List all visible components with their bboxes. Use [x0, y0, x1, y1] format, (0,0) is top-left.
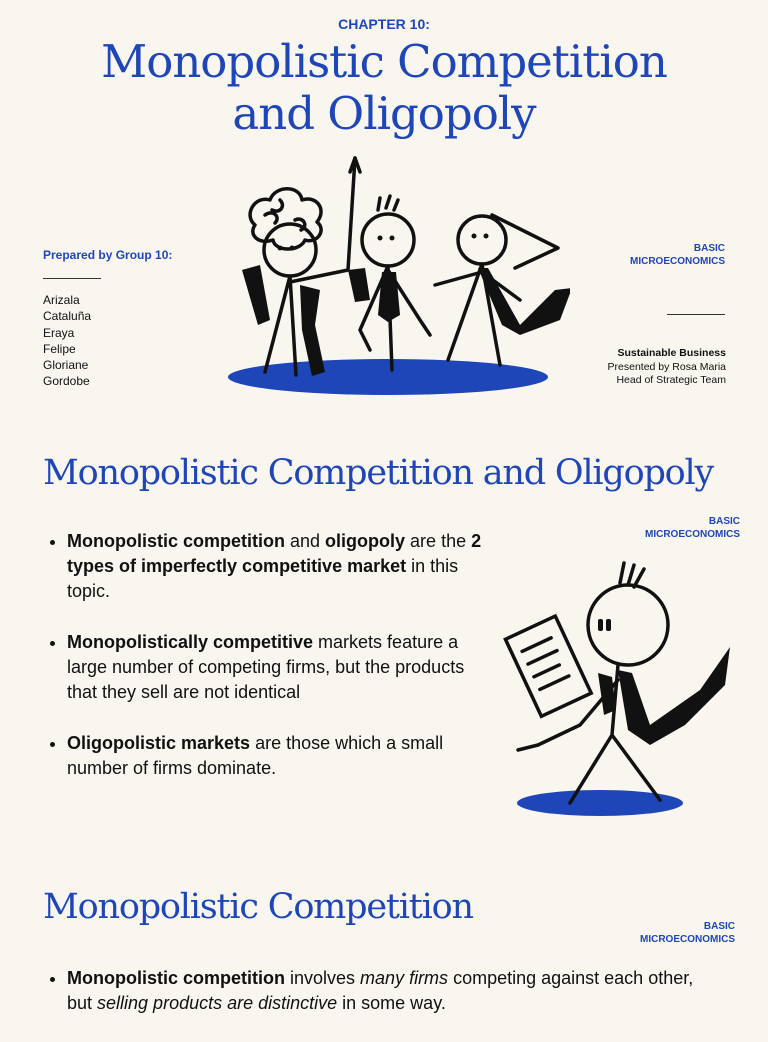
divider [667, 314, 725, 315]
bold-term: Monopolistic competition [67, 968, 285, 988]
presenter-block [560, 347, 726, 388]
team-illustration [220, 150, 570, 400]
title-line-1: Monopolistic Competition [101, 35, 667, 88]
page-title [0, 36, 768, 140]
bullet-item [67, 529, 483, 604]
bold-term: Monopolistically competitive [67, 632, 314, 652]
member-name: Gloriane [43, 358, 89, 373]
bullet-text: competing against each other, but [67, 968, 694, 1013]
document-icon [505, 616, 591, 716]
course-tag [600, 515, 740, 541]
bullet-text: are the [405, 531, 472, 551]
bullet-list [43, 966, 723, 1042]
bullet-item [67, 630, 483, 705]
member-name: Arizala [43, 293, 80, 307]
bullet-text: in this topic. [67, 556, 459, 601]
course-tag-line-1: BASIC [708, 516, 740, 527]
bold-term: Monopolistic competition [67, 531, 285, 551]
bullet-text: involves [285, 968, 361, 988]
presenter-role: Head of Strategic Team [616, 374, 726, 386]
section-title: Monopolistic Competition and Oligopoly [43, 453, 714, 493]
figure-curly-hair-icon [242, 158, 360, 376]
bullet-text: in some way. [337, 993, 446, 1013]
course-tag [600, 920, 735, 946]
bold-term: oligopoly [325, 531, 406, 551]
bold-term: 2 types of imperfectly competitive market [67, 531, 482, 576]
bullet-item [67, 731, 483, 781]
emphasis-text: many firms [360, 968, 449, 988]
course-tag-line-1: BASIC [703, 921, 735, 932]
bullet-text: markets feature a large number of competing firms, but the products that they sell are not identical [67, 632, 465, 702]
chapter-label: CHAPTER 10: [338, 16, 430, 32]
figure-right-icon [435, 215, 570, 365]
business-title: Sustainable Business [617, 347, 726, 359]
member-name: Felipe [43, 341, 76, 356]
section-title: Monopolistic Competition [43, 887, 473, 927]
member-name: Eraya [43, 325, 75, 340]
prepared-by-label: Prepared by Group 10: [43, 248, 173, 262]
bullet-list [43, 529, 483, 807]
title-line-2: and Oligopoly [232, 87, 536, 140]
presenter-name: Presented by Rosa Maria [607, 360, 726, 373]
course-tag-line-2: MICROECONOMICS [640, 934, 735, 945]
course-tag [600, 242, 725, 268]
bullet-text: are those which a small number of firms dominate. [67, 733, 444, 778]
floor-shadow-icon [517, 790, 683, 816]
course-tag-line-1: BASIC [693, 243, 725, 254]
bullet-item [67, 966, 723, 1016]
member-list [43, 292, 91, 390]
bullet-text: and [285, 531, 326, 551]
course-tag-line-2: MICROECONOMICS [630, 256, 725, 267]
course-tag-line-2: MICROECONOMICS [645, 529, 740, 540]
member-name: Cataluña [43, 309, 92, 324]
member-name: Gordobe [43, 374, 90, 389]
divider [43, 278, 101, 279]
reading-figure-illustration [500, 555, 740, 820]
emphasis-text: selling products are distinctive [97, 993, 338, 1013]
bold-term: Oligopolistic markets [67, 733, 251, 753]
figure-middle-icon [348, 196, 430, 370]
